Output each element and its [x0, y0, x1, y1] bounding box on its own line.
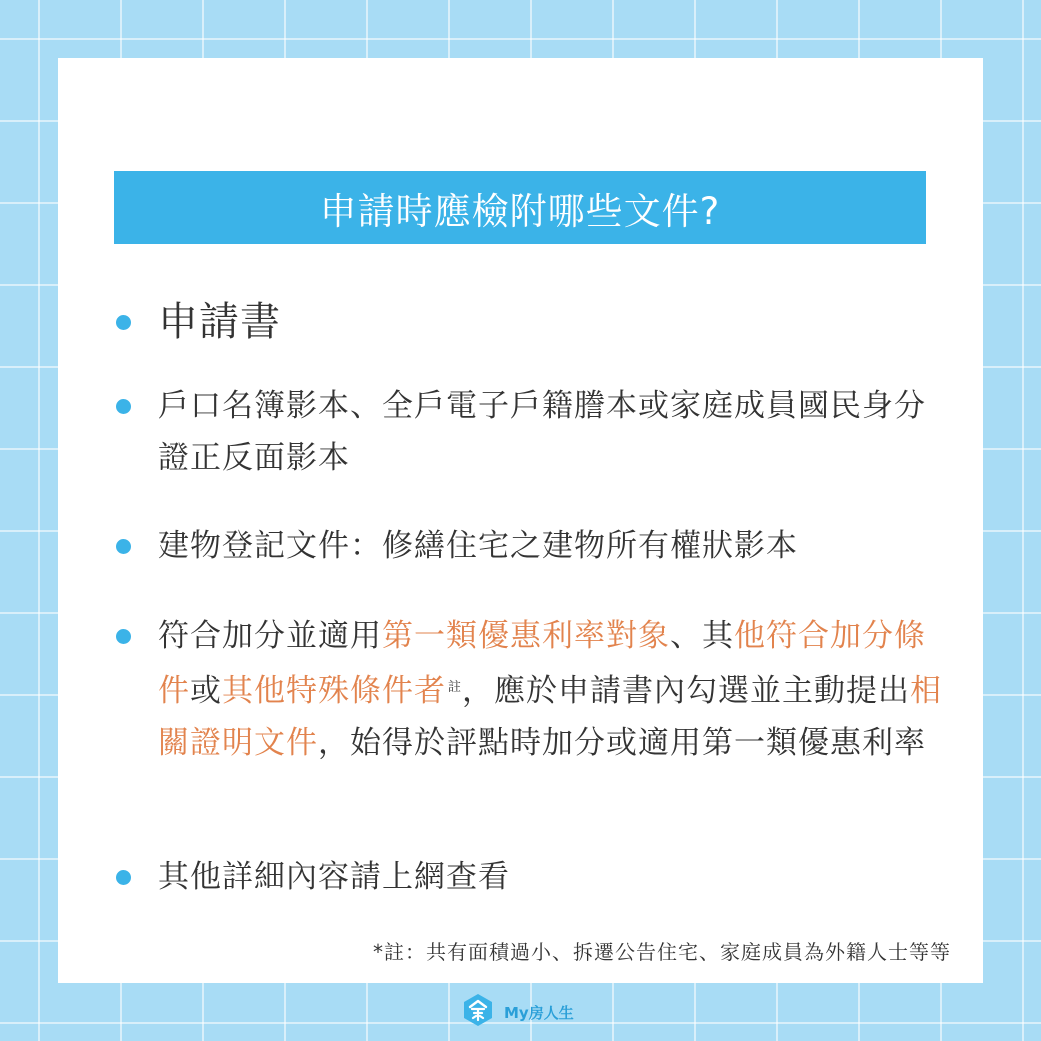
list-item-building-registration — [114, 520, 944, 576]
bullet-icon — [116, 315, 131, 330]
list-item-application-form — [114, 294, 944, 350]
list-item-text — [158, 610, 948, 769]
page-title: 申請時應檢附哪些文件? — [114, 171, 926, 244]
highlight-other-bonus: 他符合加分條件 — [158, 618, 926, 709]
text-segment: ，應於申請書內勾選並主動提出 — [462, 673, 911, 709]
footnote-marker: 註 — [448, 680, 463, 695]
list-item-bonus-points — [114, 610, 944, 830]
brand-logo — [460, 993, 574, 1031]
brand-label: My房人生 — [504, 1003, 574, 1022]
bullet-icon — [116, 399, 131, 414]
text-segment: 或 — [190, 673, 222, 709]
list-item-text: 申請書 — [158, 299, 281, 345]
content-card — [58, 58, 983, 983]
footnote: *註：共有面積過小、拆遷公告住宅、家庭成員為外籍人士等等 — [373, 940, 951, 964]
text-segment: 符合加分並適用 — [158, 618, 382, 654]
bullet-icon — [116, 539, 131, 554]
list-item-text: 戶口名簿影本、全戶電子戶籍謄本或家庭成員國民身分證正反面影本 — [158, 388, 926, 476]
highlight-proof-documents: 相關證明文件 — [158, 673, 943, 761]
bullet-icon — [116, 629, 131, 644]
highlight-special-conditions: 其他特殊條件者 — [222, 673, 446, 709]
list-item-household-documents — [114, 380, 944, 490]
text-segment: 、其 — [670, 618, 734, 654]
bullet-icon — [116, 870, 131, 885]
list-item-more-info — [114, 851, 944, 907]
list-item-text: 其他詳細內容請上網查看 — [158, 859, 510, 895]
text-segment: ，始得於評點時加分或適用第一類優惠利率 — [318, 725, 926, 761]
list-item-text: 建物登記文件：修繕住宅之建物所有權狀影本 — [158, 528, 798, 564]
house-logo-icon — [460, 992, 496, 1032]
highlight-first-category: 第一類優惠利率對象 — [382, 618, 670, 654]
